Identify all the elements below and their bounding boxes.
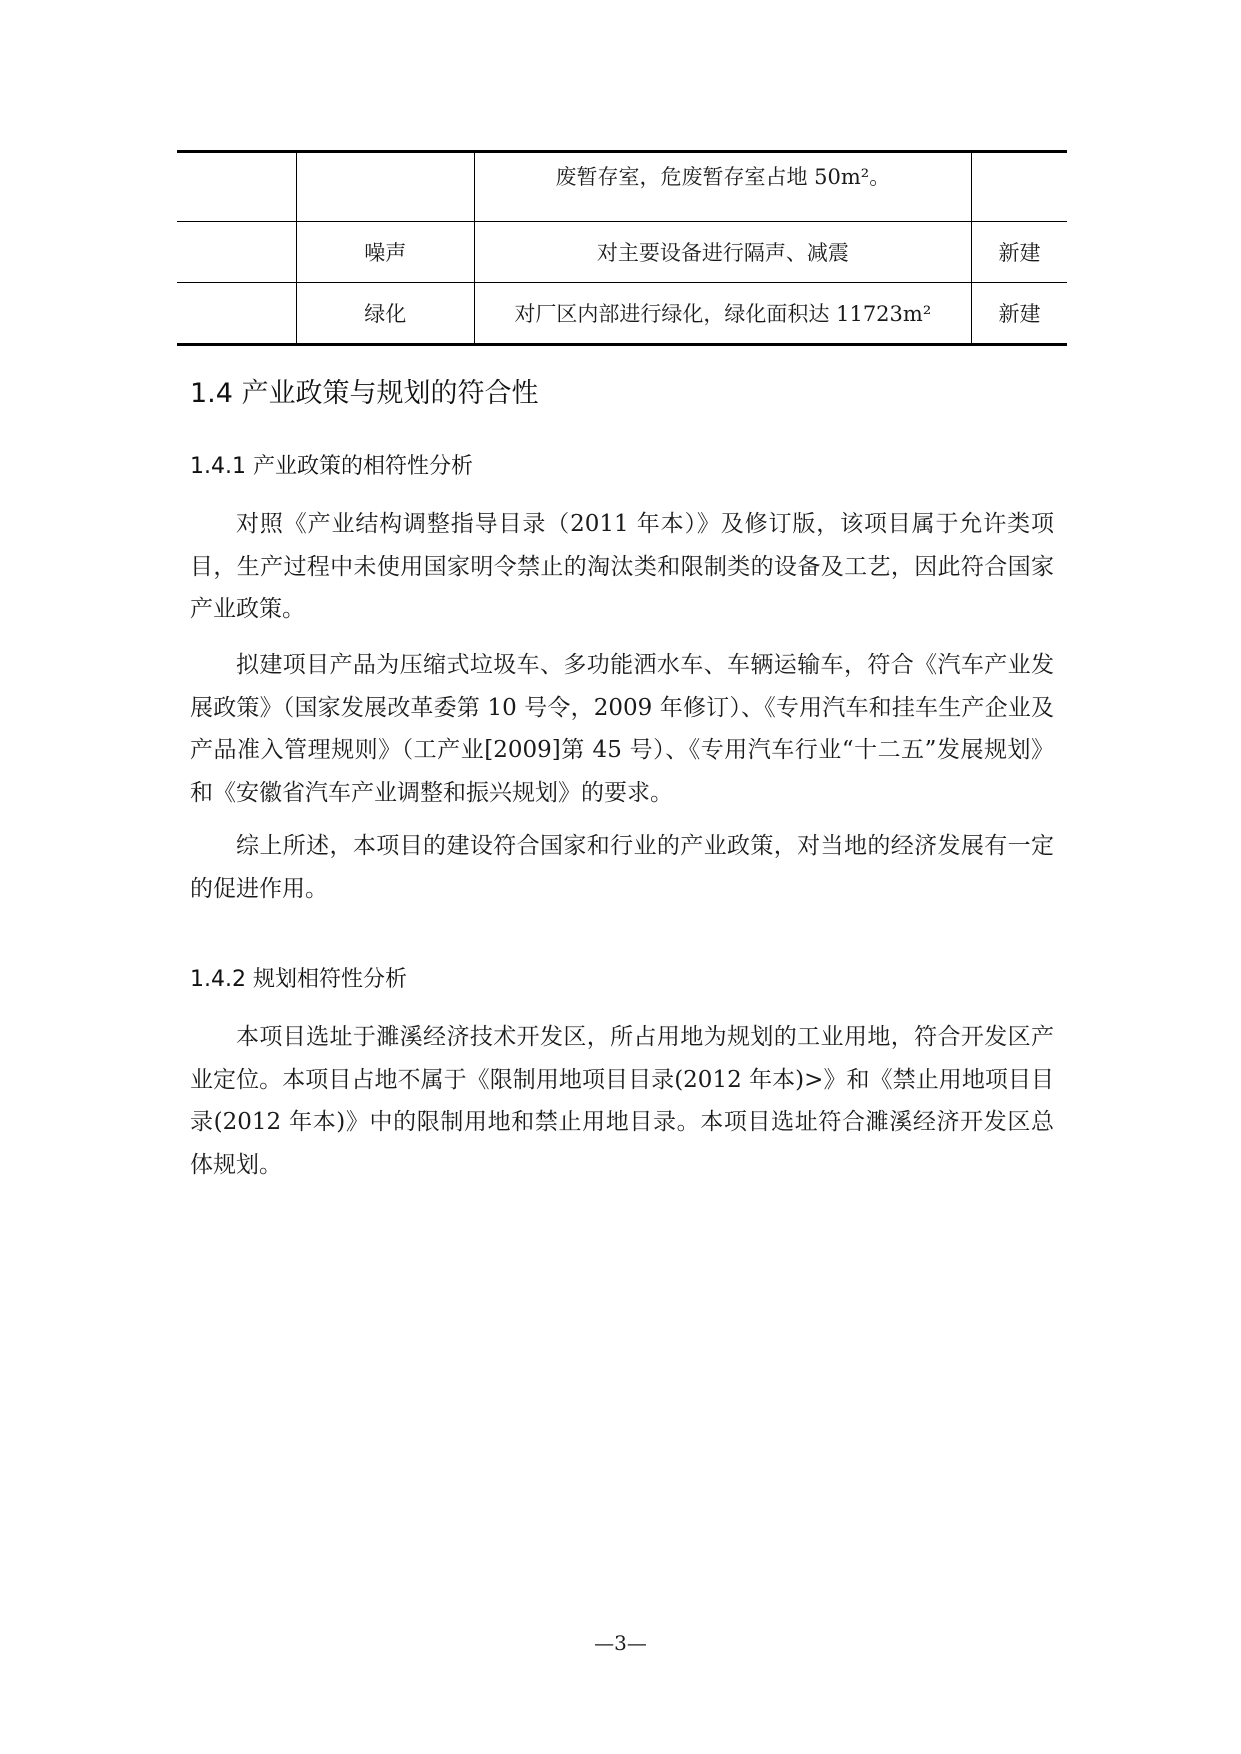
table-cell-status: 新建	[972, 283, 1067, 345]
table-cell-status: 新建	[972, 222, 1067, 283]
table-cell-category	[177, 152, 296, 222]
table-cell-item: 噪声	[296, 222, 474, 283]
facility-table	[177, 150, 1067, 346]
subsection-heading-policy: 1.4.1 产业政策的相符性分析	[190, 454, 473, 479]
paragraph: 综上所述，本项目的建设符合国家和行业的产业政策，对当地的经济发展有一定的促进作用。	[190, 833, 1054, 902]
paragraph: 本项目选址于濉溪经济技术开发区，所占用地为规划的工业用地，符合开发区产业定位。本项目占地不属于《限制用地项目目录(2012 年本)>》和《禁止用地项目目录(2012 年本)》中的限制用地和禁止用地目录。本项目选址符合濉溪经济开发区总体规划。	[190, 1024, 1054, 1178]
table-cell-content: 对主要设备进行隔声、减震	[474, 222, 971, 283]
subsection-heading-planning: 1.4.2 规划相符性分析	[190, 967, 407, 992]
table-cell-content: 废暂存室，危废暂存室占地 50m²。	[474, 152, 971, 222]
page-number: —3—	[594, 1631, 647, 1655]
table-row	[177, 152, 1067, 222]
table-cell-category	[177, 222, 296, 283]
table-cell-category	[177, 283, 296, 345]
table-cell-content: 对厂区内部进行绿化，绿化面积达 11723m²	[474, 283, 971, 345]
table-cell-item	[296, 152, 474, 222]
table-cell-status	[972, 152, 1067, 222]
table-row	[177, 283, 1067, 345]
table-row	[177, 222, 1067, 283]
table-cell-item: 绿化	[296, 283, 474, 345]
paragraph: 拟建项目产品为压缩式垃圾车、多功能洒水车、车辆运输车，符合《汽车产业发展政策》（国家发展改革委第 10 号令，2009 年修订）、《专用汽车和挂车生产企业及产品准入管理规则》（工产业[2009]第 45 号）、《专用汽车行业“十二五”发展规划》和《安徽省汽车产业调整和振兴规划》的要求。	[190, 652, 1054, 806]
section-heading: 1.4 产业政策与规划的符合性	[190, 378, 539, 409]
paragraph: 对照《产业结构调整指导目录（2011 年本）》及修订版，该项目属于允许类项目，生产过程中未使用国家明令禁止的淘汰类和限制类的设备及工艺，因此符合国家产业政策。	[190, 511, 1054, 622]
